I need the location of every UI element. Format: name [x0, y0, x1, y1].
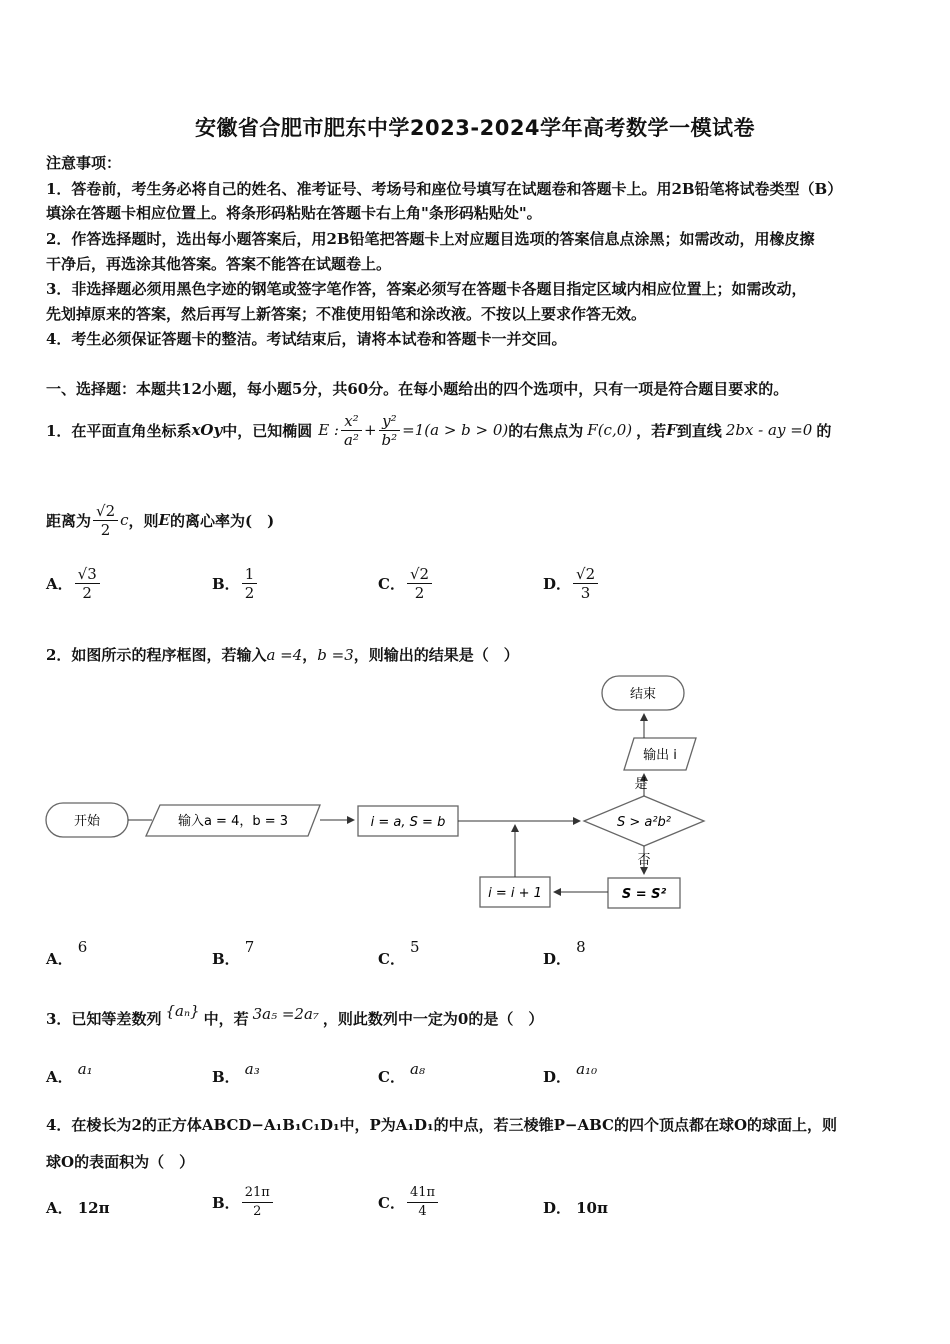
notice-line: 1．答卷前，考生务必将自己的姓名、准考证号、考场号和座位号填写在试题卷和答题卡上。用2B铅笔将试卷类型（B）: [46, 180, 843, 198]
flow-square-label: S = S²: [621, 887, 667, 902]
fraction: $\frac{√3}{2}$: [75, 565, 100, 602]
flowchart: [40, 670, 720, 920]
option-d[interactable]: D． 8: [543, 938, 586, 968]
flow-end-label: 结束: [629, 687, 657, 702]
flow-condition-label: S > a²b²: [616, 815, 672, 830]
flow-assign-label: i = a, S = b: [370, 815, 446, 830]
notice-line: 2．作答选择题时，选出每小题答案后，用2B铅笔把答题卡上对应题目选项的答案信息点涂黑；如需改动，用橡皮擦: [46, 230, 815, 248]
question-4-stem: 4．在棱长为2的正方体ABCD−A₁B₁C₁D₁中，P为A₁D₁的中点，若三棱锥P−ABC的四个顶点都在球O的球面上，则: [46, 1116, 838, 1134]
flow-start-label: 开始: [73, 814, 101, 829]
option-c[interactable]: C． $\frac{√2}{2}$: [378, 565, 434, 602]
flow-output-label: 输出 i: [643, 748, 677, 763]
option-c[interactable]: C． a₈: [378, 1060, 426, 1086]
option-a[interactable]: A． a₁: [46, 1060, 93, 1086]
question-1-stem-cont: 距离为 $\frac{√2}{2}$ c ，则 E 的离心率为( ): [46, 501, 275, 539]
fraction: $\frac{21\pi}{2}$: [242, 1184, 273, 1221]
flow-input-label: 输入a = 4，b = 3: [177, 814, 289, 829]
question-4-stem-cont: 球O的表面积为（ ）: [46, 1153, 195, 1171]
option-b[interactable]: B． 7: [212, 938, 255, 968]
option-a[interactable]: A． $\frac{√3}{2}$: [46, 565, 102, 602]
notice-line: 3．非选择题必须用黑色字迹的钢笔或签字笔作答，答案必须写在答题卡各题目指定区域内相应位置上；如需改动，: [46, 280, 807, 298]
option-d[interactable]: D． $\frac{√2}{3}$: [543, 565, 600, 602]
option-b[interactable]: B． $\frac{1}{2}$: [212, 565, 259, 602]
question-2-stem: 2．如图所示的程序框图，若输入a =4，b =3，则输出的结果是（ ）: [46, 646, 519, 664]
option-a[interactable]: A． 6: [46, 938, 88, 968]
option-d[interactable]: D． 10π: [543, 1199, 608, 1217]
fraction: $\frac{1}{2}$: [242, 565, 258, 602]
fraction: $\frac{√2}{3}$: [573, 565, 598, 602]
fraction: $\frac{41\pi}{4}$: [407, 1184, 438, 1221]
notice-line: 干净后，再选涂其他答案。答案不能答在试题卷上。: [46, 255, 392, 273]
flow-no-label: 否: [637, 853, 651, 868]
notice-line: 填涂在答题卡相应位置上。将条形码粘贴在答题卡右上角"条形码粘贴处"。: [46, 204, 542, 222]
option-c[interactable]: C． $\frac{41\pi}{4}$: [378, 1184, 440, 1221]
option-c[interactable]: C． 5: [378, 938, 420, 968]
option-a[interactable]: A． 12π: [46, 1199, 110, 1217]
section-heading: 一、选择题：本题共12小题，每小题5分，共60分。在每小题给出的四个选项中，只有一项是符合题目要求的。: [46, 380, 789, 398]
notice-heading: 注意事项：: [46, 154, 122, 172]
flow-yes-label: 是: [634, 777, 648, 792]
page-title: 安徽省合肥市肥东中学2023-2024学年高考数学一模试卷: [194, 116, 756, 140]
fraction: $\frac{√2}{2}$: [93, 502, 118, 539]
flow-increment-label: i = i + 1: [488, 886, 542, 901]
fraction: $\frac{\text{y²}}{\text{b²}}$: [379, 412, 401, 449]
option-b[interactable]: B． $\frac{21\pi}{2}$: [212, 1184, 275, 1221]
question-1-stem: 1．在平面直角坐标系 xOy 中，已知椭圆 E : $\frac{\text{x²}}{\text{a²}}$ + $\frac{\text{y²}}{\text{b²}}$ =1(a > b > 0) 的右焦点为 F(c,0) ，若 F 到直线 2bx - ay =0 的: [46, 411, 832, 449]
question-3-stem: 3．已知等差数列 {aₙ} 中，若 3a₅ =2a₇ ，则此数列中一定为0的是（ ）: [46, 1002, 544, 1028]
fraction: $\frac{\text{x²}}{\text{a²}}$: [341, 412, 362, 449]
notice-line: 4．考生必须保证答题卡的整洁。考试结束后，请将本试卷和答题卡一并交回。: [46, 330, 567, 348]
option-b[interactable]: B． a₃: [212, 1060, 260, 1086]
option-d[interactable]: D． a₁₀: [543, 1060, 598, 1086]
fraction: $\frac{√2}{2}$: [407, 565, 432, 602]
notice-line: 先划掉原来的答案，然后再写上新答案；不准使用铅笔和涂改液。不按以上要求作答无效。: [46, 305, 647, 323]
